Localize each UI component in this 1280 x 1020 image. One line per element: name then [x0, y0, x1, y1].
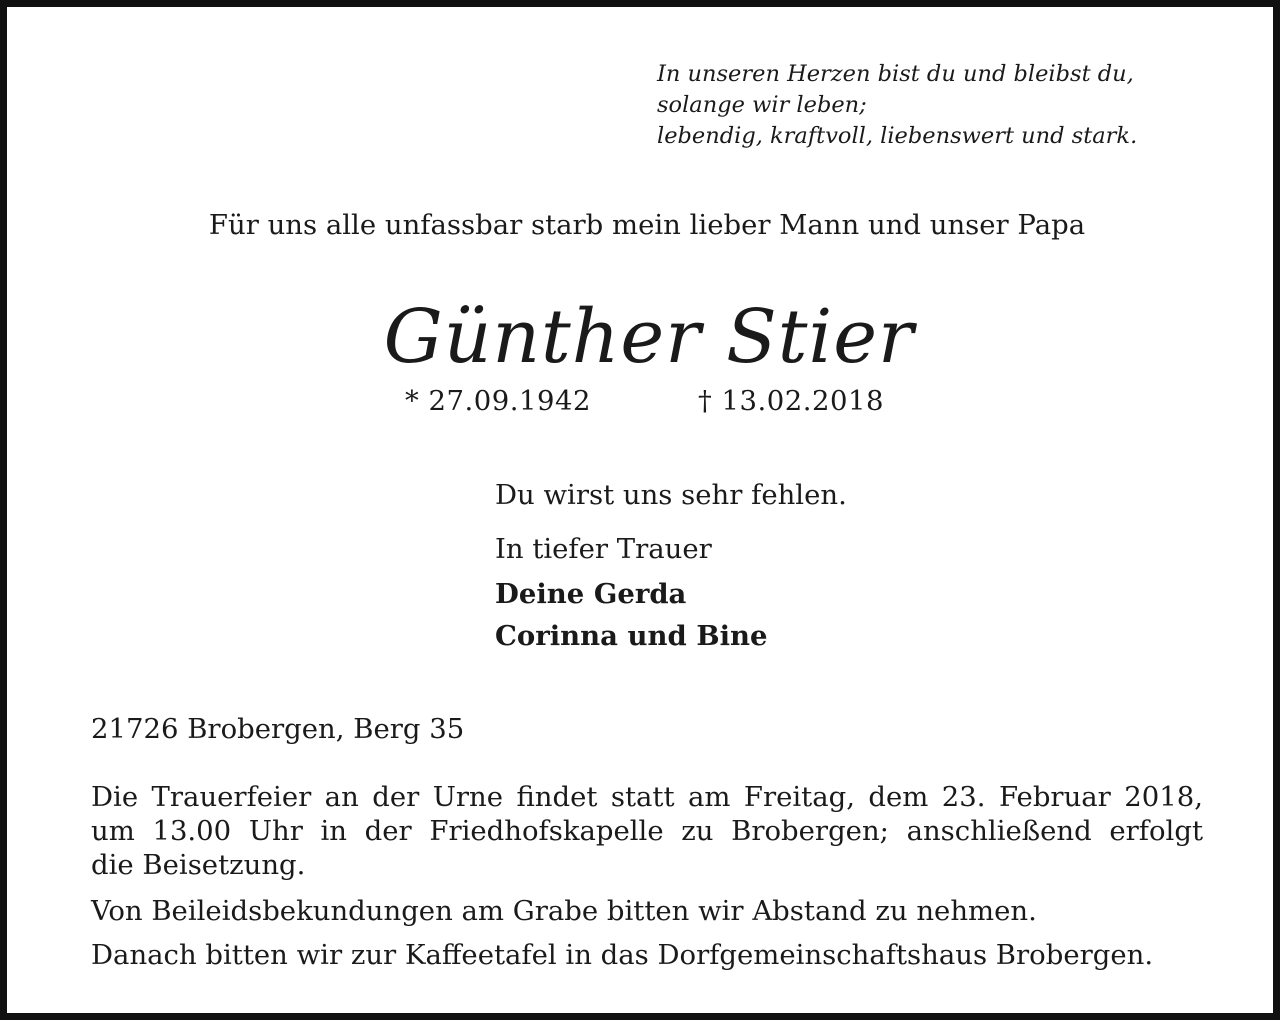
mourning-text: In tiefer Trauer	[495, 533, 712, 565]
ceremony-line: die Beisetzung.	[91, 849, 306, 881]
ceremony-line: um 13.00 Uhr in der Friedhofskapelle zu Brobergen; anschließend erfolgt	[91, 815, 1203, 847]
motto-line: lebendig, kraftvoll, liebenswert und stark.	[657, 123, 1138, 149]
signer-name: Corinna und Bine	[495, 620, 768, 652]
reception-note: Danach bitten wir zur Kaffeetafel in das Dorfgemeinschaftshaus Brobergen.	[91, 939, 1154, 971]
signer-name: Deine Gerda	[495, 578, 687, 610]
farewell-text: Du wirst uns sehr fehlen.	[495, 479, 847, 511]
condolence-note: Von Beileidsbekundungen am Grabe bitten wir Abstand zu nehmen.	[91, 895, 1037, 927]
birth-date: * 27.09.1942	[405, 385, 591, 417]
intro-text: Für uns alle unfassbar starb mein lieber Mann und unser Papa	[208, 209, 1086, 241]
ceremony-line: Die Trauerfeier an der Urne findet statt am Freitag, dem 23. Februar 2018,	[91, 781, 1203, 813]
motto-line: solange wir leben;	[657, 92, 867, 118]
motto-line: In unseren Herzen bist du und bleibst du,	[657, 61, 1134, 87]
motto-verse	[657, 59, 1137, 152]
family-address: 21726 Brobergen, Berg 35	[91, 713, 465, 745]
deceased-name: Günther Stier	[383, 294, 915, 380]
death-date: † 13.02.2018	[698, 385, 884, 417]
ceremony-paragraph	[91, 780, 1203, 882]
